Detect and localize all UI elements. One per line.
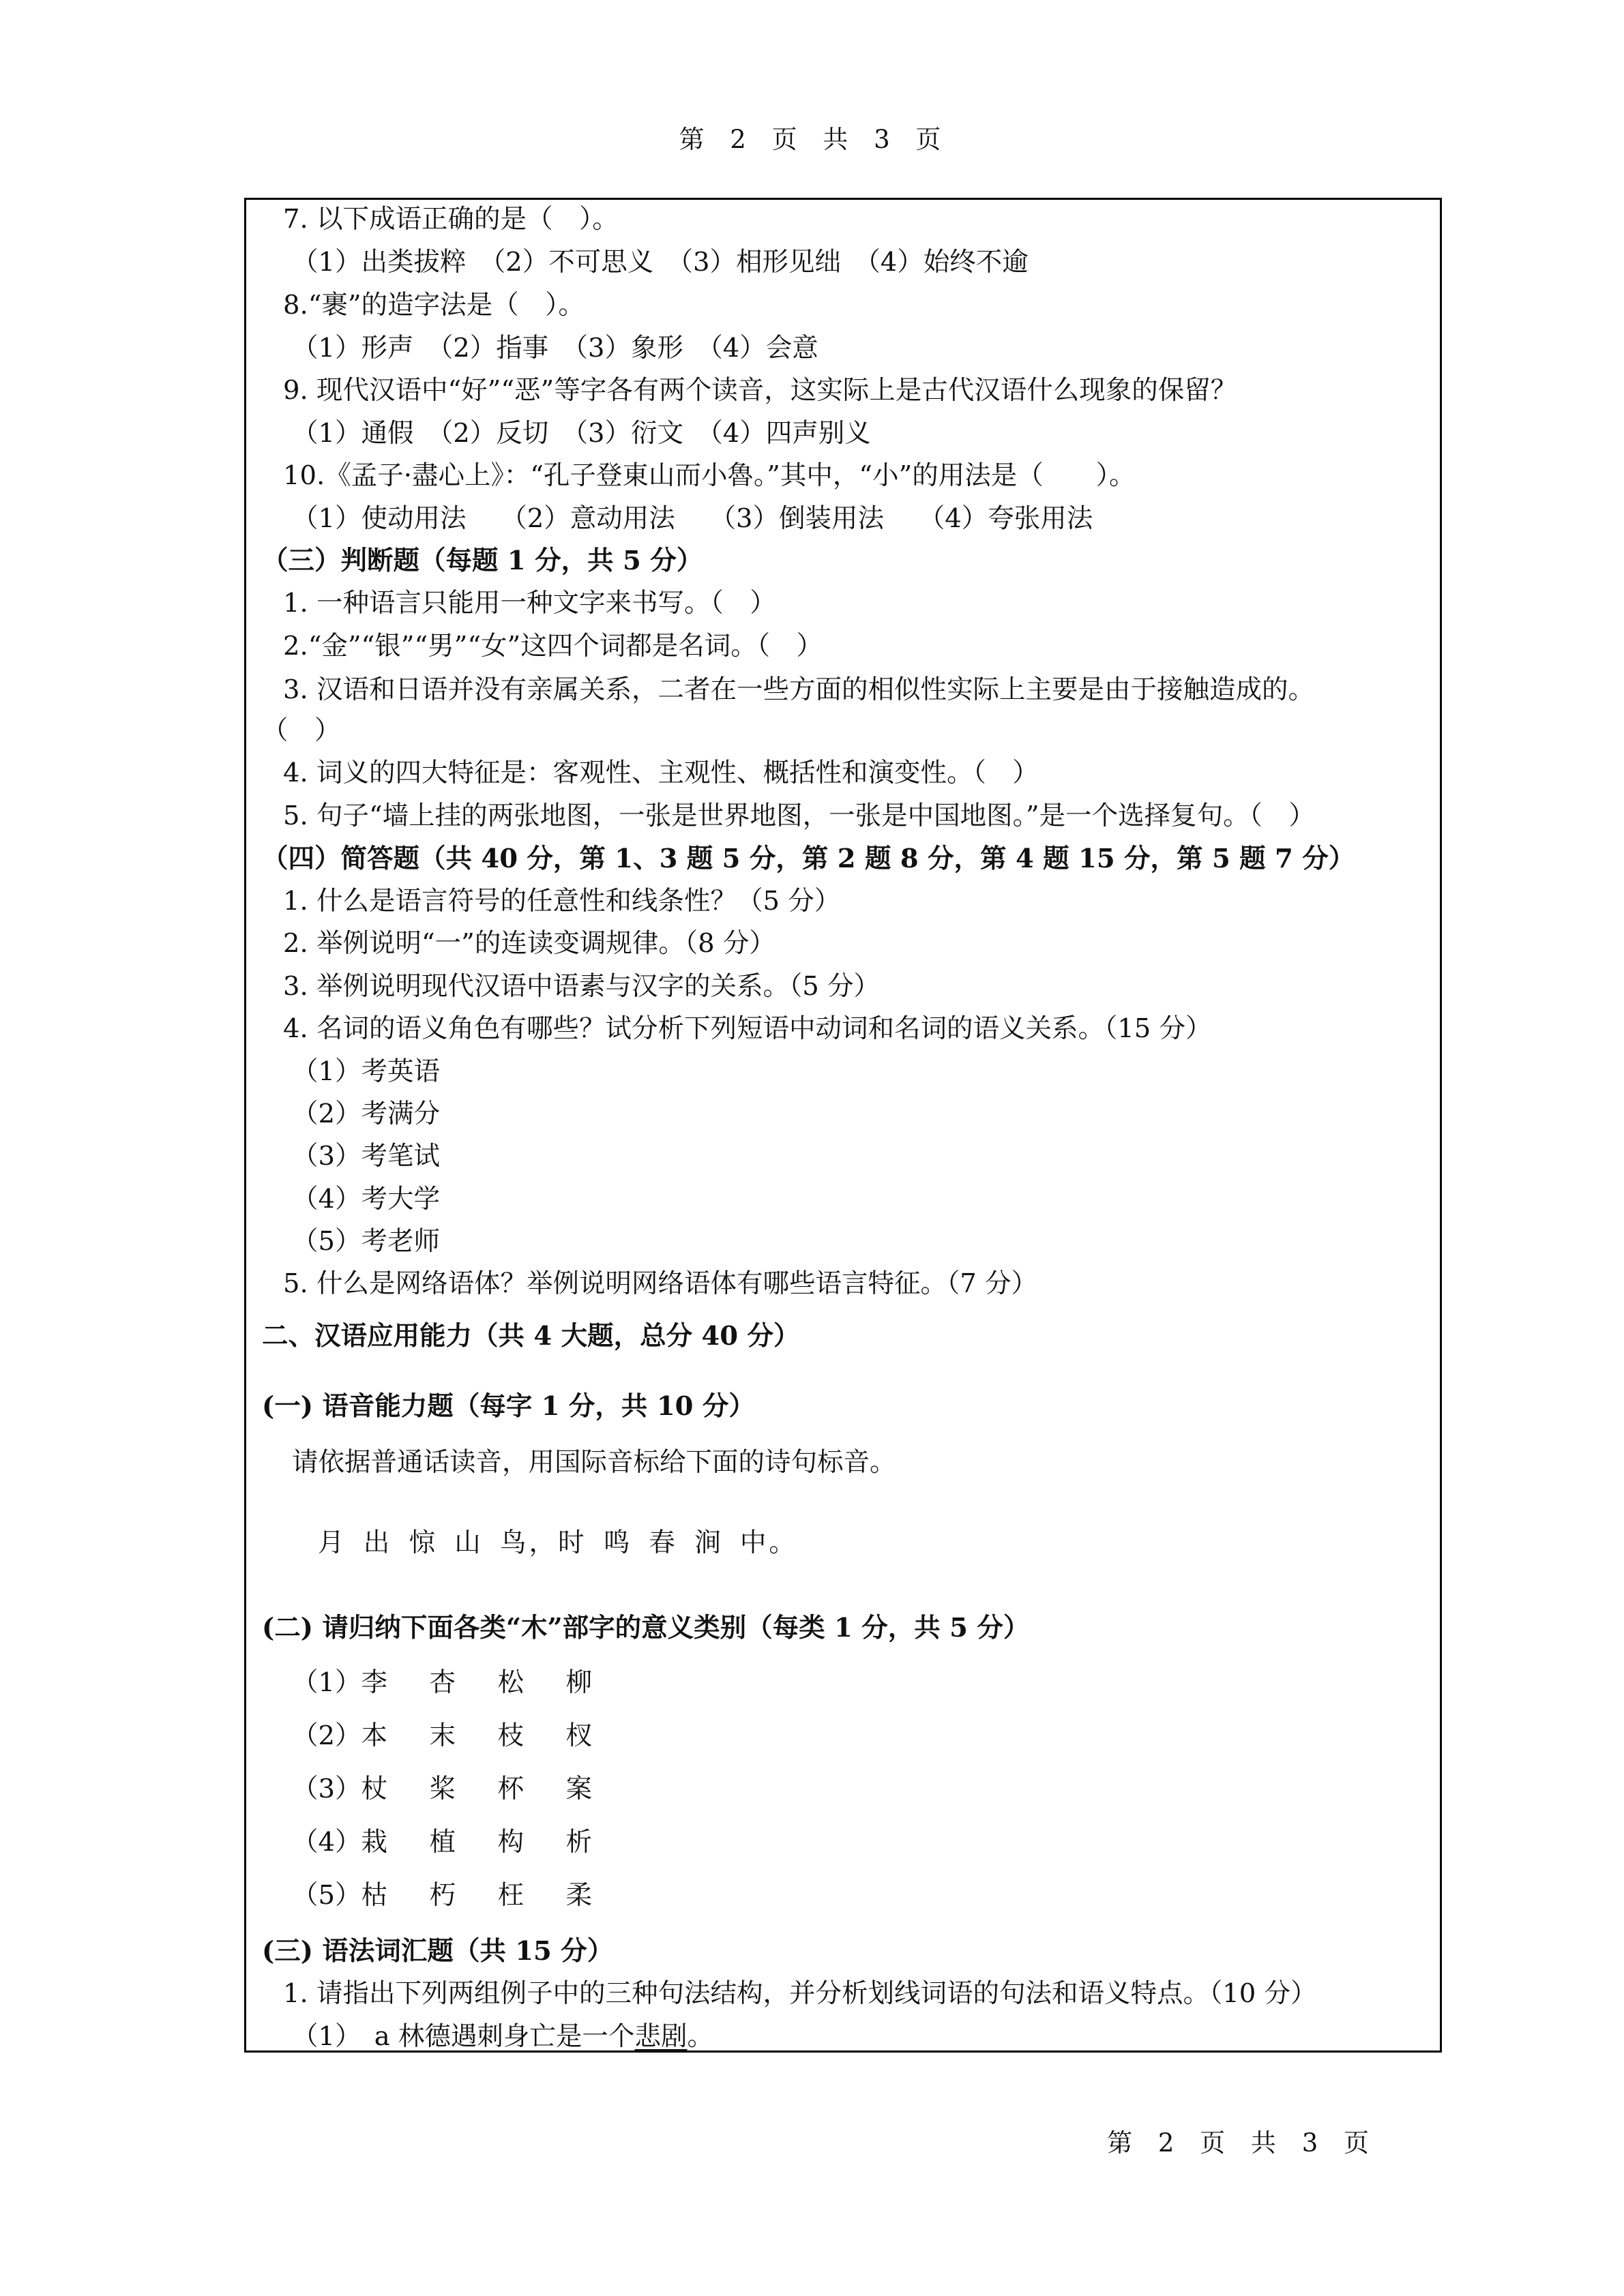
char: 杈 <box>565 1720 593 1751</box>
char: 植 <box>429 1827 456 1858</box>
section-4-item-2: 2. 举例说明“一”的连读变调规律。（8 分） <box>283 928 776 959</box>
example-end: 。 <box>687 2021 713 2052</box>
char: 柳 <box>565 1667 593 1698</box>
char: 枝 <box>497 1720 525 1751</box>
section-3-item-4: 4. 词义的四大特征是：客观性、主观性、概括性和演变性。（ ） <box>283 758 1039 788</box>
page-footer: 第 2 页 共 3 页 <box>1107 2128 1373 2158</box>
part-2-section-3-example <box>292 2021 713 2053</box>
char-group-5 <box>292 1879 634 1912</box>
char-group-1 <box>292 1667 634 1699</box>
section-4-sub-1: （1）考英语 <box>292 1056 440 1087</box>
char-group-num: （1） <box>292 1667 361 1698</box>
question-7-options: （1）出类拔粹 （2）不可思义 （3）相形见绌 （4）始终不逾 <box>292 247 1029 278</box>
section-4-title: （四）简答题（共 40 分，第 1、3 题 5 分，第 2 题 8 分，第 4 题 15 分，第 5 题 7 分） <box>262 844 1355 874</box>
section-4-sub-4: （4）考大学 <box>292 1184 440 1214</box>
question-10: 10.《孟子·盡心上》：“孔子登東山而小魯。”其中，“小”的用法是（ ）。 <box>283 460 1136 491</box>
char-group-num: （5） <box>292 1880 361 1911</box>
char-group-num: （2） <box>292 1720 361 1751</box>
question-9-options: （1）通假 （2）反切 （3）衍文 （4）四声别义 <box>292 418 871 449</box>
part-2-section-2-title: (二) 请归纳下面各类“木”部字的意义类别（每类 1 分，共 5 分） <box>262 1613 1030 1643</box>
section-3-item-2: 2.“金”“银”“男”“女”这四个词都是名词。（ ） <box>283 631 823 661</box>
section-3-title: （三）判断题（每题 1 分，共 5 分） <box>262 546 703 576</box>
page-header: 第 2 页 共 3 页 <box>679 125 945 154</box>
char: 柔 <box>565 1880 593 1911</box>
section-4-sub-3: （3）考笔试 <box>292 1141 440 1172</box>
char-group-2 <box>292 1720 634 1753</box>
question-7: 7. 以下成语正确的是（ ）。 <box>283 204 619 235</box>
char: 李 <box>361 1667 388 1698</box>
question-8-options: （1）形声 （2）指事 （3）象形 （4）会意 <box>292 333 818 363</box>
poem-line: 月 出 惊 山 鸟，时 鸣 春 涧 中。 <box>318 1527 798 1558</box>
underlined-word: 悲剧 <box>634 2021 688 2052</box>
char: 末 <box>429 1720 456 1751</box>
section-4-item-5: 5. 什么是网络语体？举例说明网络语体有哪些语言特征。（7 分） <box>283 1268 1037 1299</box>
char: 析 <box>565 1827 593 1858</box>
part-2-section-1-instruction: 请依据普通话读音，用国际音标给下面的诗句标音。 <box>292 1447 896 1478</box>
section-4-sub-2: （2）考满分 <box>292 1099 440 1129</box>
section-3-item-3-bracket: （ ） <box>262 715 341 746</box>
section-4-sub-5: （5）考老师 <box>292 1226 440 1257</box>
char: 松 <box>497 1667 525 1698</box>
question-9: 9. 现代汉语中“好”“恶”等字各有两个读音，这实际上是古代汉语什么现象的保留？ <box>283 375 1237 406</box>
section-4-item-4: 4. 名词的语义角色有哪些？试分析下列短语中动词和名词的语义关系。（15 分） <box>283 1013 1212 1044</box>
question-8: 8.“裹”的造字法是（ ）。 <box>283 290 585 320</box>
part-2-section-3-title: (三) 语法词汇题（共 15 分） <box>262 1936 614 1967</box>
char: 案 <box>565 1774 593 1804</box>
section-4-item-1: 1. 什么是语言符号的任意性和线条性？（5 分） <box>283 886 841 916</box>
section-4-item-3: 3. 举例说明现代汉语中语素与汉字的关系。（5 分） <box>283 971 880 1002</box>
char: 枉 <box>497 1880 525 1911</box>
section-3-item-1: 1. 一种语言只能用一种文字来书写。（ ） <box>283 588 776 618</box>
char: 朽 <box>429 1880 456 1911</box>
section-3-item-5: 5. 句子“墙上挂的两张地图，一张是世界地图，一张是中国地图。”是一个选择复句。（ ） <box>283 801 1315 831</box>
section-3-item-3: 3. 汉语和日语并没有亲属关系，二者在一些方面的相似性实际上主要是由于接触造成的。 <box>283 674 1314 705</box>
part-2-title: 二、汉语应用能力（共 4 大题，总分 40 分） <box>262 1321 800 1352</box>
part-2-section-3-q1: 1. 请指出下列两组例子中的三种句法结构，并分析划线词语的句法和语义特点。（10 分） <box>283 1978 1317 2009</box>
char: 本 <box>361 1720 388 1751</box>
char: 杏 <box>429 1667 456 1698</box>
char: 杯 <box>497 1774 525 1804</box>
char-group-4 <box>292 1826 634 1859</box>
example-text: （1） a 林德遇刺身亡是一个 <box>292 2021 635 2052</box>
part-2-section-1-title: (一) 语音能力题（每字 1 分，共 10 分） <box>262 1391 755 1422</box>
char: 枯 <box>361 1880 388 1911</box>
char: 杖 <box>361 1774 388 1804</box>
char-group-num: （3） <box>292 1774 361 1804</box>
char: 栽 <box>361 1827 388 1858</box>
char: 桨 <box>429 1774 456 1804</box>
question-10-options: （1）使动用法 （2）意动用法 （3）倒装用法 （4）夸张用法 <box>292 503 1093 534</box>
char-group-num: （4） <box>292 1827 361 1858</box>
char: 构 <box>497 1827 525 1858</box>
char-group-3 <box>292 1773 634 1806</box>
